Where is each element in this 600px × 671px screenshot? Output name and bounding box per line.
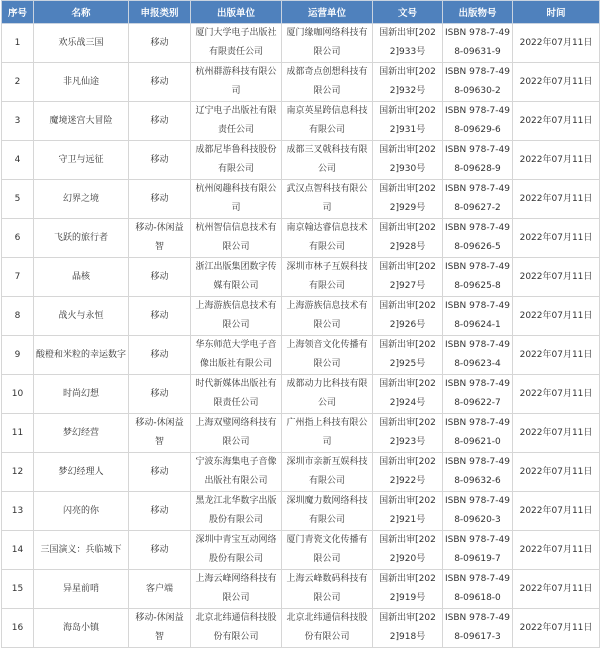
cell-operator: 南京翰达睿信息技术有限公司	[282, 219, 373, 258]
table-row	[2, 492, 600, 531]
cell-publisher: 浙江出版集团数字传媒有限公司	[191, 258, 282, 297]
cell-category: 移动	[129, 63, 191, 102]
cell-operator: 北京北纬通信科技股份有限公司	[282, 609, 373, 648]
cell-seq: 13	[2, 492, 34, 531]
table-row	[2, 453, 600, 492]
cell-operator: 上海游族信息技术有限公司	[282, 297, 373, 336]
table-row	[2, 258, 600, 297]
cell-seq: 1	[2, 24, 34, 63]
cell-operator: 成都三叉戟科技有限公司	[282, 141, 373, 180]
cell-date: 2022年07月11日	[513, 24, 600, 63]
cell-category: 移动-休闲益智	[129, 609, 191, 648]
cell-category: 移动	[129, 492, 191, 531]
cell-date: 2022年07月11日	[513, 570, 600, 609]
table-row	[2, 375, 600, 414]
cell-seq: 6	[2, 219, 34, 258]
cell-date: 2022年07月11日	[513, 63, 600, 102]
cell-name: 三国演义：兵临城下	[34, 531, 129, 570]
cell-name: 飞跃的旅行者	[34, 219, 129, 258]
cell-operator: 南京英星跨信息科技有限公司	[282, 102, 373, 141]
cell-publisher: 杭州阅趣科技有限公司	[191, 180, 282, 219]
cell-isbn: ISBN 978-7-498-09626-5	[443, 219, 513, 258]
cell-operator: 武汉点智科技有限公司	[282, 180, 373, 219]
cell-operator: 深圳市林子互娱科技有限公司	[282, 258, 373, 297]
cell-category: 移动	[129, 336, 191, 375]
cell-isbn: ISBN 978-7-498-09619-7	[443, 531, 513, 570]
cell-date: 2022年07月11日	[513, 219, 600, 258]
cell-isbn: ISBN 978-7-498-09624-1	[443, 297, 513, 336]
cell-seq: 11	[2, 414, 34, 453]
cell-seq: 12	[2, 453, 34, 492]
cell-doc: 国新出审[2022]920号	[373, 531, 443, 570]
cell-publisher: 黑龙江北华数字出版股份有限公司	[191, 492, 282, 531]
cell-publisher: 杭州群游科技有限公司	[191, 63, 282, 102]
header-publisher: 出版单位	[191, 1, 282, 24]
cell-doc: 国新出审[2022]922号	[373, 453, 443, 492]
header-name: 名称	[34, 1, 129, 24]
cell-date: 2022年07月11日	[513, 453, 600, 492]
cell-isbn: ISBN 978-7-498-09632-6	[443, 453, 513, 492]
cell-operator: 成都动力比科技有限公司	[282, 375, 373, 414]
table-body	[2, 24, 600, 648]
cell-date: 2022年07月11日	[513, 531, 600, 570]
cell-name: 时尚幻想	[34, 375, 129, 414]
cell-name: 魔境迷宫大冒险	[34, 102, 129, 141]
cell-date: 2022年07月11日	[513, 297, 600, 336]
cell-doc: 国新出审[2022]918号	[373, 609, 443, 648]
cell-publisher: 上海游族信息技术有限公司	[191, 297, 282, 336]
cell-doc: 国新出审[2022]931号	[373, 102, 443, 141]
cell-publisher: 成都尼毕鲁科技股份有限公司	[191, 141, 282, 180]
cell-date: 2022年07月11日	[513, 375, 600, 414]
cell-category: 客户端	[129, 570, 191, 609]
cell-category: 移动	[129, 531, 191, 570]
cell-doc: 国新出审[2022]925号	[373, 336, 443, 375]
table-row	[2, 219, 600, 258]
cell-doc: 国新出审[2022]921号	[373, 492, 443, 531]
cell-doc: 国新出审[2022]929号	[373, 180, 443, 219]
approval-table	[1, 0, 600, 648]
cell-publisher: 时代新媒体出版社有限责任公司	[191, 375, 282, 414]
cell-category: 移动	[129, 258, 191, 297]
cell-name: 梦幻经营	[34, 414, 129, 453]
cell-category: 移动	[129, 24, 191, 63]
cell-publisher: 上海双璧网络科技有限公司	[191, 414, 282, 453]
cell-name: 非凡仙途	[34, 63, 129, 102]
cell-category: 移动	[129, 453, 191, 492]
header-seq: 序号	[2, 1, 34, 24]
cell-date: 2022年07月11日	[513, 492, 600, 531]
cell-seq: 8	[2, 297, 34, 336]
cell-doc: 国新出审[2022]928号	[373, 219, 443, 258]
cell-doc: 国新出审[2022]924号	[373, 375, 443, 414]
cell-name: 守卫与远征	[34, 141, 129, 180]
header-doc: 文号	[373, 1, 443, 24]
table-row	[2, 180, 600, 219]
table-row	[2, 297, 600, 336]
cell-seq: 2	[2, 63, 34, 102]
cell-date: 2022年07月11日	[513, 258, 600, 297]
header-date: 时间	[513, 1, 600, 24]
cell-seq: 9	[2, 336, 34, 375]
cell-seq: 4	[2, 141, 34, 180]
cell-name: 晶核	[34, 258, 129, 297]
cell-publisher: 北京北纬通信科技股份有限公司	[191, 609, 282, 648]
cell-name: 闪亮的你	[34, 492, 129, 531]
cell-operator: 广州指上科技有限公司	[282, 414, 373, 453]
cell-category: 移动	[129, 180, 191, 219]
cell-name: 幻界之境	[34, 180, 129, 219]
cell-category: 移动	[129, 297, 191, 336]
table-row	[2, 531, 600, 570]
cell-publisher: 上海云峰网络科技有限公司	[191, 570, 282, 609]
cell-date: 2022年07月11日	[513, 414, 600, 453]
cell-seq: 15	[2, 570, 34, 609]
cell-date: 2022年07月11日	[513, 141, 600, 180]
cell-seq: 3	[2, 102, 34, 141]
cell-isbn: ISBN 978-7-498-09618-0	[443, 570, 513, 609]
cell-operator: 成都奇点创想科技有限公司	[282, 63, 373, 102]
cell-seq: 14	[2, 531, 34, 570]
cell-date: 2022年07月11日	[513, 180, 600, 219]
cell-isbn: ISBN 978-7-498-09617-3	[443, 609, 513, 648]
table-row	[2, 414, 600, 453]
cell-category: 移动-休闲益智	[129, 414, 191, 453]
cell-doc: 国新出审[2022]933号	[373, 24, 443, 63]
cell-publisher: 辽宁电子出版社有限责任公司	[191, 102, 282, 141]
cell-isbn: ISBN 978-7-498-09621-0	[443, 414, 513, 453]
header-row	[2, 1, 600, 24]
header-isbn: 出版物号	[443, 1, 513, 24]
cell-isbn: ISBN 978-7-498-09622-7	[443, 375, 513, 414]
cell-operator: 上海领音文化传播有限公司	[282, 336, 373, 375]
cell-date: 2022年07月11日	[513, 609, 600, 648]
cell-publisher: 华东师范大学电子音像出版社有限公司	[191, 336, 282, 375]
cell-isbn: ISBN 978-7-498-09623-4	[443, 336, 513, 375]
cell-category: 移动	[129, 102, 191, 141]
cell-publisher: 杭州智信信息技术有限公司	[191, 219, 282, 258]
table-row	[2, 102, 600, 141]
header-operator: 运营单位	[282, 1, 373, 24]
cell-name: 战火与永恒	[34, 297, 129, 336]
cell-date: 2022年07月11日	[513, 102, 600, 141]
cell-doc: 国新出审[2022]932号	[373, 63, 443, 102]
header-category: 申报类别	[129, 1, 191, 24]
cell-isbn: ISBN 978-7-498-09625-8	[443, 258, 513, 297]
cell-operator: 深圳市亲新互娱科技有限公司	[282, 453, 373, 492]
cell-isbn: ISBN 978-7-498-09631-9	[443, 24, 513, 63]
cell-operator: 厦门缘咖网络科技有限公司	[282, 24, 373, 63]
cell-publisher: 厦门大学电子出版社有限责任公司	[191, 24, 282, 63]
cell-doc: 国新出审[2022]926号	[373, 297, 443, 336]
cell-operator: 深圳魔力数网络科技有限公司	[282, 492, 373, 531]
cell-name: 酸橙和米粒的幸运数字	[34, 336, 129, 375]
cell-seq: 5	[2, 180, 34, 219]
cell-date: 2022年07月11日	[513, 336, 600, 375]
cell-doc: 国新出审[2022]927号	[373, 258, 443, 297]
cell-name: 欢乐战三国	[34, 24, 129, 63]
table-row	[2, 609, 600, 648]
cell-doc: 国新出审[2022]919号	[373, 570, 443, 609]
cell-doc: 国新出审[2022]930号	[373, 141, 443, 180]
cell-publisher: 深圳中青宝互动网络股份有限公司	[191, 531, 282, 570]
table-row	[2, 141, 600, 180]
cell-category: 移动	[129, 375, 191, 414]
table-row	[2, 570, 600, 609]
cell-seq: 10	[2, 375, 34, 414]
cell-category: 移动	[129, 141, 191, 180]
cell-publisher: 宁波东海集电子音像出版社有限公司	[191, 453, 282, 492]
table-row	[2, 24, 600, 63]
cell-doc: 国新出审[2022]923号	[373, 414, 443, 453]
cell-operator: 厦门青瓷文化传播有限公司	[282, 531, 373, 570]
table-row	[2, 336, 600, 375]
cell-name: 海岛小镇	[34, 609, 129, 648]
cell-name: 异星前哨	[34, 570, 129, 609]
cell-name: 梦幻经理人	[34, 453, 129, 492]
cell-seq: 16	[2, 609, 34, 648]
cell-isbn: ISBN 978-7-498-09630-2	[443, 63, 513, 102]
cell-seq: 7	[2, 258, 34, 297]
table-row	[2, 63, 600, 102]
cell-isbn: ISBN 978-7-498-09628-9	[443, 141, 513, 180]
cell-operator: 上海云峰数码科技有限公司	[282, 570, 373, 609]
cell-isbn: ISBN 978-7-498-09627-2	[443, 180, 513, 219]
cell-isbn: ISBN 978-7-498-09629-6	[443, 102, 513, 141]
cell-isbn: ISBN 978-7-498-09620-3	[443, 492, 513, 531]
cell-category: 移动-休闲益智	[129, 219, 191, 258]
